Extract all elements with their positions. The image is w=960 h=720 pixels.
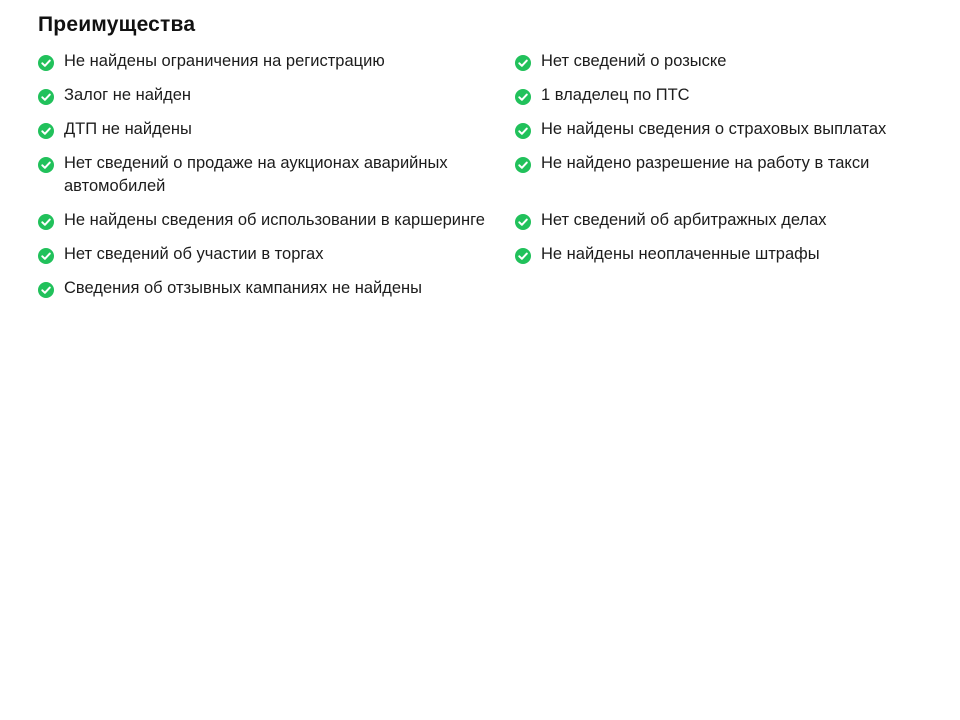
advantage-item	[38, 152, 515, 198]
advantage-label: Не найдены сведения об использовании в каршеринге	[64, 211, 485, 229]
advantage-item	[38, 209, 515, 232]
advantage-item	[38, 118, 515, 141]
check-circle-icon	[38, 214, 54, 230]
empty-cell	[515, 277, 938, 300]
advantage-item	[515, 209, 938, 232]
advantage-label: Не найдены ограничения на регистрацию	[64, 52, 385, 70]
advantage-item	[515, 243, 938, 266]
advantage-item	[515, 84, 938, 107]
check-circle-icon	[38, 55, 54, 71]
advantage-label: Нет сведений о продаже на аукционах аварийных автомобилей	[64, 154, 448, 195]
check-circle-icon	[515, 55, 531, 71]
check-circle-icon	[515, 214, 531, 230]
advantage-item	[38, 84, 515, 107]
check-circle-icon	[515, 89, 531, 105]
check-circle-icon	[38, 282, 54, 298]
check-circle-icon	[515, 157, 531, 173]
check-circle-icon	[38, 157, 54, 173]
advantage-label: Нет сведений об арбитражных делах	[541, 211, 827, 229]
check-circle-icon	[38, 123, 54, 139]
advantage-item	[515, 152, 938, 198]
advantage-label: 1 владелец по ПТС	[541, 86, 690, 104]
advantage-label: Нет сведений о розыске	[541, 52, 727, 70]
check-circle-icon	[515, 248, 531, 264]
advantage-label: Сведения об отзывных кампаниях не найдены	[64, 279, 423, 297]
advantage-label: Не найдены сведения о страховых выплатах	[541, 120, 887, 138]
advantages-list	[38, 50, 938, 300]
advantage-label: Не найдено разрешение на работу в такси	[541, 154, 870, 172]
check-circle-icon	[38, 89, 54, 105]
advantage-item	[515, 50, 938, 73]
advantage-label: Не найдены неоплаченные штрафы	[541, 245, 820, 263]
advantage-item	[38, 243, 515, 266]
check-circle-icon	[38, 248, 54, 264]
advantage-label: Нет сведений об участии в торгах	[64, 245, 324, 263]
advantage-item	[38, 50, 515, 73]
advantage-item	[515, 118, 938, 141]
check-circle-icon	[515, 123, 531, 139]
advantage-item	[38, 277, 515, 300]
section-title: Преимущества	[38, 13, 196, 36]
advantage-label: Залог не найден	[64, 86, 192, 104]
advantage-label: ДТП не найдены	[64, 120, 192, 138]
